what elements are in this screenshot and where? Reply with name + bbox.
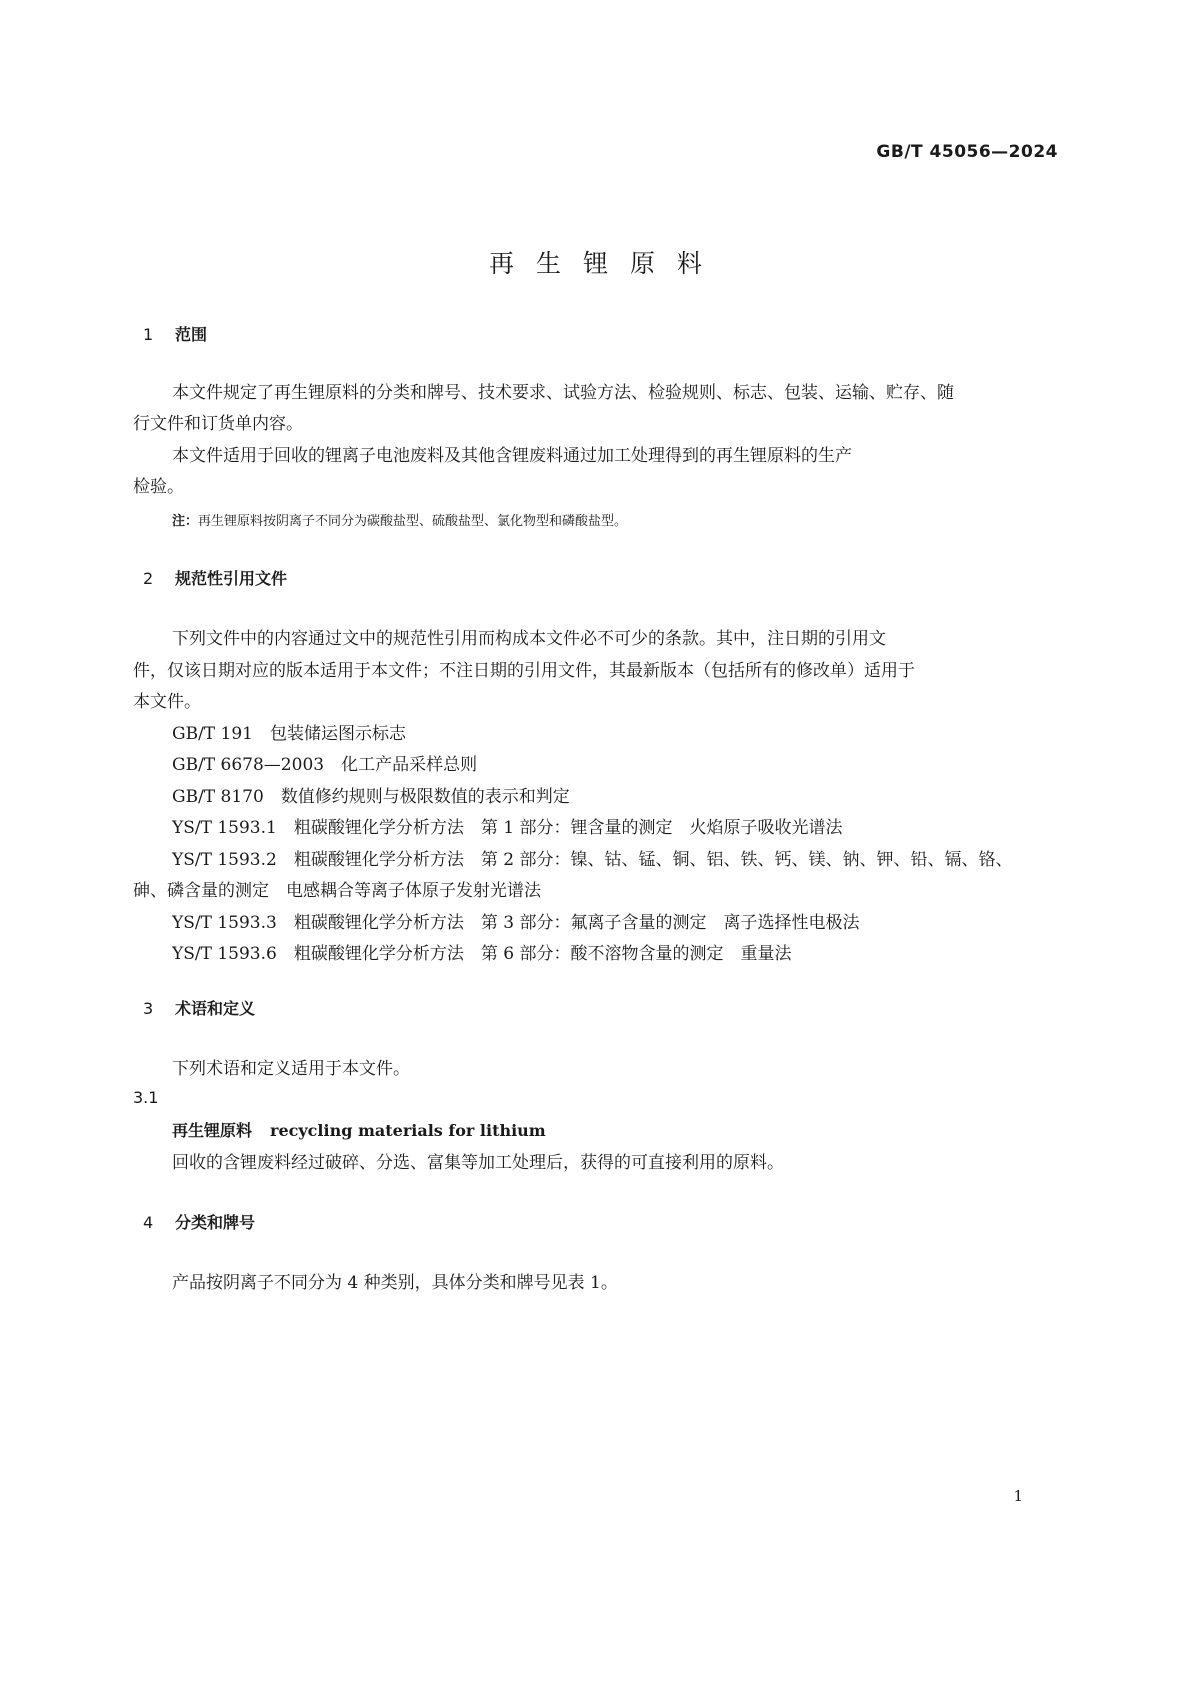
term-definition: 回收的含锂废料经过破碎、分选、富集等加工处理后，获得的可直接利用的原料。: [172, 1153, 784, 1173]
terms-intro: 下列术语和定义适用于本文件。: [172, 1059, 410, 1079]
reference-item: [172, 939, 791, 964]
section-2-heading: [143, 566, 287, 589]
scope-para-1-line-1: 本文件规定了再生锂原料的分类和牌号、技术要求、试验方法、检验规则、标志、包装、运输、贮存、随: [172, 383, 954, 403]
reference-title: 粗碳酸锂化学分析方法 第 2 部分：镍、钴、锰、铜、铝、铁、钙、镁、钠、钾、铅、镉、铬、: [293, 850, 1013, 870]
scope-note: [172, 510, 627, 529]
section-number: 1: [143, 325, 154, 344]
refs-intro-line-3: 本文件。: [133, 692, 201, 712]
note-text: 再生锂原料按阴离子不同分为碳酸盐型、硫酸盐型、氯化物型和磷酸盐型。: [198, 514, 628, 529]
reference-item: [172, 782, 570, 807]
reference-code: YS/T 1593.1: [172, 818, 277, 838]
reference-continuation: 砷、磷含量的测定 电感耦合等离子体原子发射光谱法: [133, 881, 541, 901]
section-number: 3: [143, 999, 154, 1018]
classification-text: 产品按阴离子不同分为 4 种类别，具体分类和牌号见表 1。: [172, 1273, 618, 1293]
section-title: 分类和牌号: [175, 1213, 256, 1232]
reference-item: [172, 750, 477, 775]
scope-para-2-line-2: 检验。: [133, 477, 184, 497]
term-chinese: 再生锂原料: [172, 1121, 253, 1140]
reference-title: 包装储运图示标志: [270, 724, 406, 744]
reference-title: 粗碳酸锂化学分析方法 第 6 部分：酸不溶物含量的测定 重量法: [293, 944, 792, 964]
document-title: 再生锂原料: [488, 249, 724, 278]
reference-code: YS/T 1593.6: [172, 944, 277, 964]
reference-item: [172, 908, 859, 933]
section-1-heading: [143, 322, 207, 345]
reference-item: [172, 719, 406, 744]
refs-intro-line-1: 下列文件中的内容通过文中的规范性引用而构成本文件必不可少的条款。其中，注日期的引用文: [172, 629, 886, 649]
reference-item: [172, 845, 1012, 870]
term-entry: [172, 1118, 546, 1141]
reference-code: YS/T 1593.2: [172, 850, 277, 870]
reference-code: GB/T 8170: [172, 787, 264, 807]
term-number: 3.1: [133, 1088, 159, 1107]
reference-code: GB/T 6678—2003: [172, 755, 325, 775]
reference-title: 数值修约规则与极限数值的表示和判定: [280, 787, 570, 807]
standard-code: GB/T 45056—2024: [876, 142, 1058, 162]
reference-item: [172, 813, 842, 838]
scope-para-2-line-1: 本文件适用于回收的锂离子电池废料及其他含锂废料通过加工处理得到的再生锂原料的生产: [172, 446, 852, 466]
section-number: 2: [143, 569, 154, 588]
section-number: 4: [143, 1213, 154, 1232]
section-3-heading: [143, 996, 255, 1019]
note-label: 注：: [172, 514, 199, 529]
reference-code: YS/T 1593.3: [172, 913, 277, 933]
section-title: 术语和定义: [175, 999, 256, 1018]
reference-code: GB/T 191: [172, 724, 253, 744]
section-title: 规范性引用文件: [175, 569, 288, 588]
scope-para-1-line-2: 行文件和订货单内容。: [133, 414, 303, 434]
term-english: recycling materials for lithium: [270, 1121, 546, 1140]
page-number: 1: [1013, 1487, 1023, 1505]
reference-title: 粗碳酸锂化学分析方法 第 3 部分：氟离子含量的测定 离子选择性电极法: [293, 913, 860, 933]
section-4-heading: [143, 1210, 255, 1233]
reference-title: 化工产品采样总则: [341, 755, 478, 775]
refs-intro-line-2: 件，仅该日期对应的版本适用于本文件；不注日期的引用文件，其最新版本（包括所有的修改单）适用于: [133, 661, 915, 681]
section-title: 范围: [175, 325, 208, 344]
reference-title: 粗碳酸锂化学分析方法 第 1 部分：锂含量的测定 火焰原子吸收光谱法: [293, 818, 843, 838]
